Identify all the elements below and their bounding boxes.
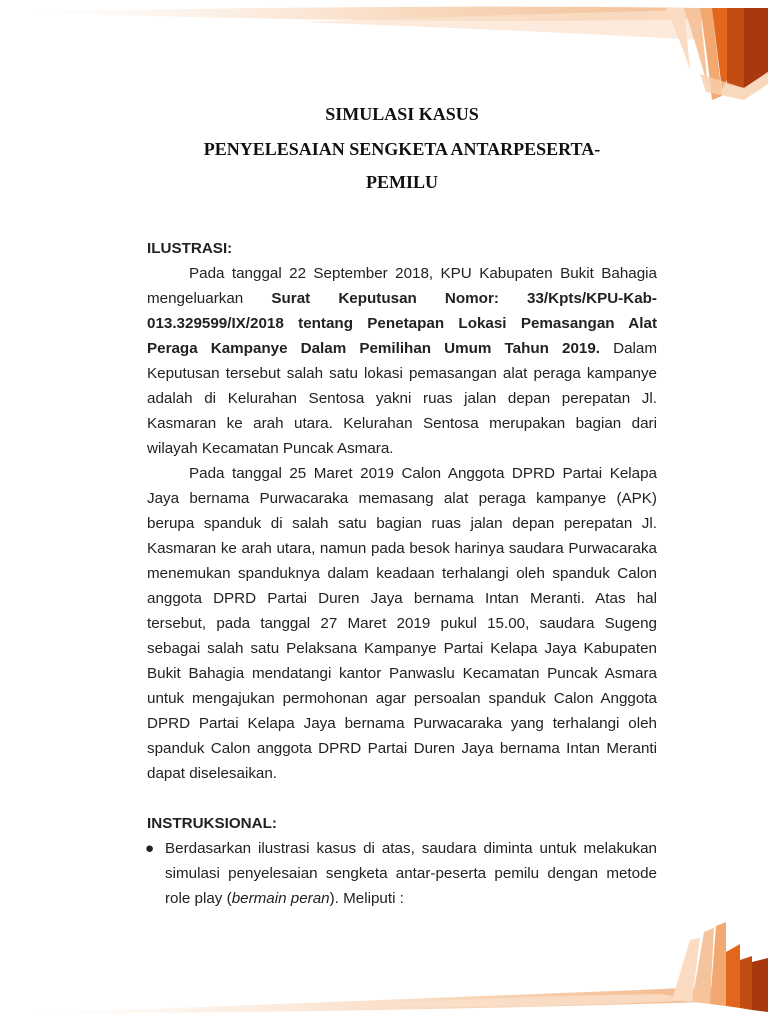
decree-title-bold: Surat Keputusan Nomor: 33/Kpts/KPU-Kab-013.329599/IX/2018 tentang Penetapan Lokasi Pemasangan Alat Peraga Kampanye Dalam Pemilihan Umum Tahun 2019. bbox=[147, 290, 657, 357]
bullet-text: Berdasarkan ilustrasi kasus di atas, saudara diminta untuk melakukan simulasi penyelesaian sengketa antar-peserta pemilu dengan metode role play ( bbox=[165, 840, 657, 907]
section-heading-ilustrasi: ILUSTRASI: bbox=[147, 240, 233, 257]
ilustrasi-paragraph-2: Pada tanggal 25 Maret 2019 Calon Anggota DPRD Partai Kelapa Jaya bernama Purwacaraka memasang alat peraga kampanye (APK) berupa spanduk di salah satu bagian ruas jalan depan perepatan Jl. Kasmaran ke arah utara, namun pada besok harinya saudara Purwacaraka menemukan spanduknya dalam keadaan terhalangi oleh spanduk Calon anggota DPRD Partai Duren Jaya bernama Intan Meranti. Atas hal tersebut, pada tanggal 27 Maret 2019 pukul 15.00, saudara Sugeng sebagai salah satu Pelaksana Kampanye Partai Kelapa Jaya Kabupaten Bukit Bahagia mendatangi kantor Panwaslu Kecamatan Puncak Asmara untuk mengajukan permohonan agar persoalan spanduk Calon Anggota DPRD Partai Kelapa Jaya bernama Purwacaraka yang terhalangi oleh spanduk Calon anggota DPRD Partai Duren Jaya bernama Intan Meranti dapat diselesaikan. bbox=[147, 465, 657, 782]
document-body bbox=[147, 236, 657, 911]
document-title-line-2: PENYELESAIAN SENGKETA ANTARPESERTA- bbox=[203, 139, 601, 159]
instruction-bullet-item bbox=[147, 836, 657, 911]
bullet-dot-icon: ● bbox=[145, 840, 155, 857]
spacer bbox=[147, 786, 657, 811]
top-right-stripes bbox=[666, 8, 768, 100]
paragraph-text: Pada tanggal 22 September 2018, KPU Kabupaten Bukit Bahagia mengeluarkan bbox=[147, 265, 657, 307]
document-title-line-1: SIMULASI KASUS bbox=[325, 104, 479, 124]
bullet-text: ). Meliputi : bbox=[329, 890, 404, 907]
bullet-italic-text: bermain peran bbox=[231, 890, 330, 907]
paragraph-text: Dalam Keputusan tersebut salah satu lokasi pemasangan alat peraga kampanye adalah di Kelurahan Sentosa yakni ruas jalan depan perepatan Jl. Kasmaran ke arah utara. Kelurahan Sentosa merupakan bagian dari wilayah Kecamatan Puncak Asmara. bbox=[147, 340, 657, 457]
ilustrasi-paragraph-1 bbox=[147, 261, 657, 461]
document-title-line-3: PEMILU bbox=[366, 172, 438, 192]
bottom-right-stripes bbox=[672, 922, 768, 1012]
section-heading-instruksional: INSTRUKSIONAL: bbox=[147, 815, 277, 832]
